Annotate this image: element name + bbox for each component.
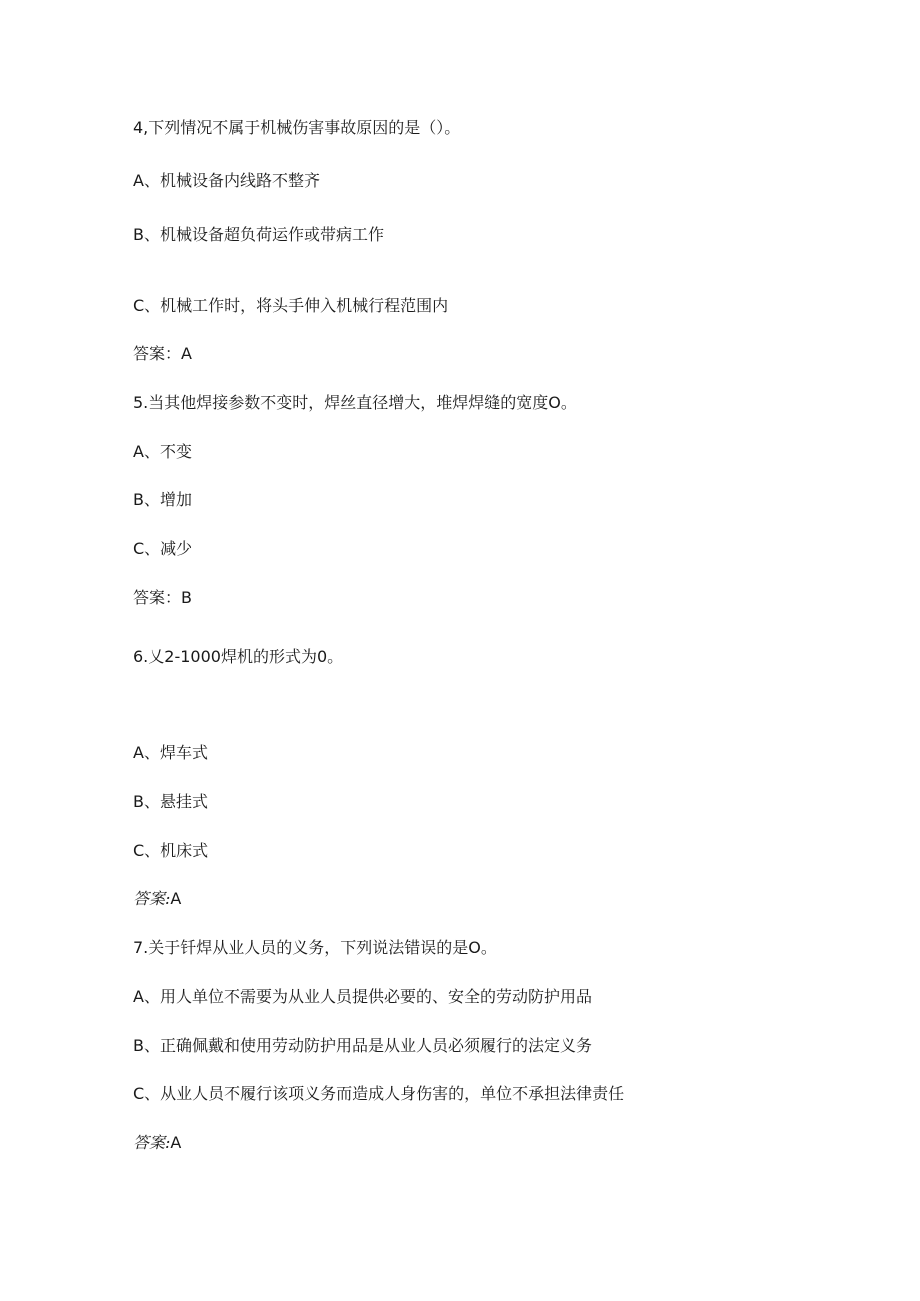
question-7-option-c: C、从业人员不履行该项义务而造成人身伤害的，单位不承担法律责任 — [133, 1084, 625, 1103]
question-6-answer — [133, 889, 181, 909]
answer-label: 答案： — [133, 588, 182, 607]
question-5-option-b: B、增加 — [133, 490, 192, 509]
question-4-option-a: A、机械设备内线路不整齐 — [133, 171, 320, 190]
answer-value: B — [181, 588, 192, 607]
question-5-answer — [133, 588, 192, 608]
answer-label: 答案: — [133, 1133, 171, 1152]
answer-value: A — [181, 344, 192, 363]
question-5-stem: 5.当其他焊接参数不变时，焊丝直径增大，堆焊焊缝的宽度O。 — [133, 393, 577, 412]
question-5-option-c: C、减少 — [133, 539, 193, 558]
question-6-option-c: C、机床式 — [133, 841, 209, 860]
answer-label: 答案: — [133, 889, 171, 908]
question-7-stem: 7.关于钎焊从业人员的义务，下列说法错误的是O。 — [133, 938, 497, 957]
question-6-option-b: B、悬挂式 — [133, 792, 208, 811]
question-6-stem: 6.乂2-1000焊机的形式为0。 — [133, 647, 344, 666]
question-7-option-a: A、用人单位不需要为从业人员提供必要的、安全的劳动防护用品 — [133, 987, 592, 1006]
question-7-answer — [133, 1133, 181, 1153]
question-7-option-b: B、正确佩戴和使用劳动防护用品是从业人员必须履行的法定义务 — [133, 1036, 592, 1055]
answer-label: 答案： — [133, 344, 182, 363]
question-4-stem: 4,下列情况不属于机械伤害事故原因的是（）。 — [133, 118, 461, 137]
answer-value: A — [170, 889, 182, 908]
question-6-option-a: A、焊车式 — [133, 743, 208, 762]
answer-value: A — [170, 1133, 182, 1152]
question-5-option-a: A、不变 — [133, 442, 192, 461]
question-4-answer — [133, 344, 192, 364]
question-4-option-b: B、机械设备超负荷运作或带病工作 — [133, 225, 384, 244]
question-4-option-c: C、机械工作时，将头手伸入机械行程范围内 — [133, 296, 449, 315]
